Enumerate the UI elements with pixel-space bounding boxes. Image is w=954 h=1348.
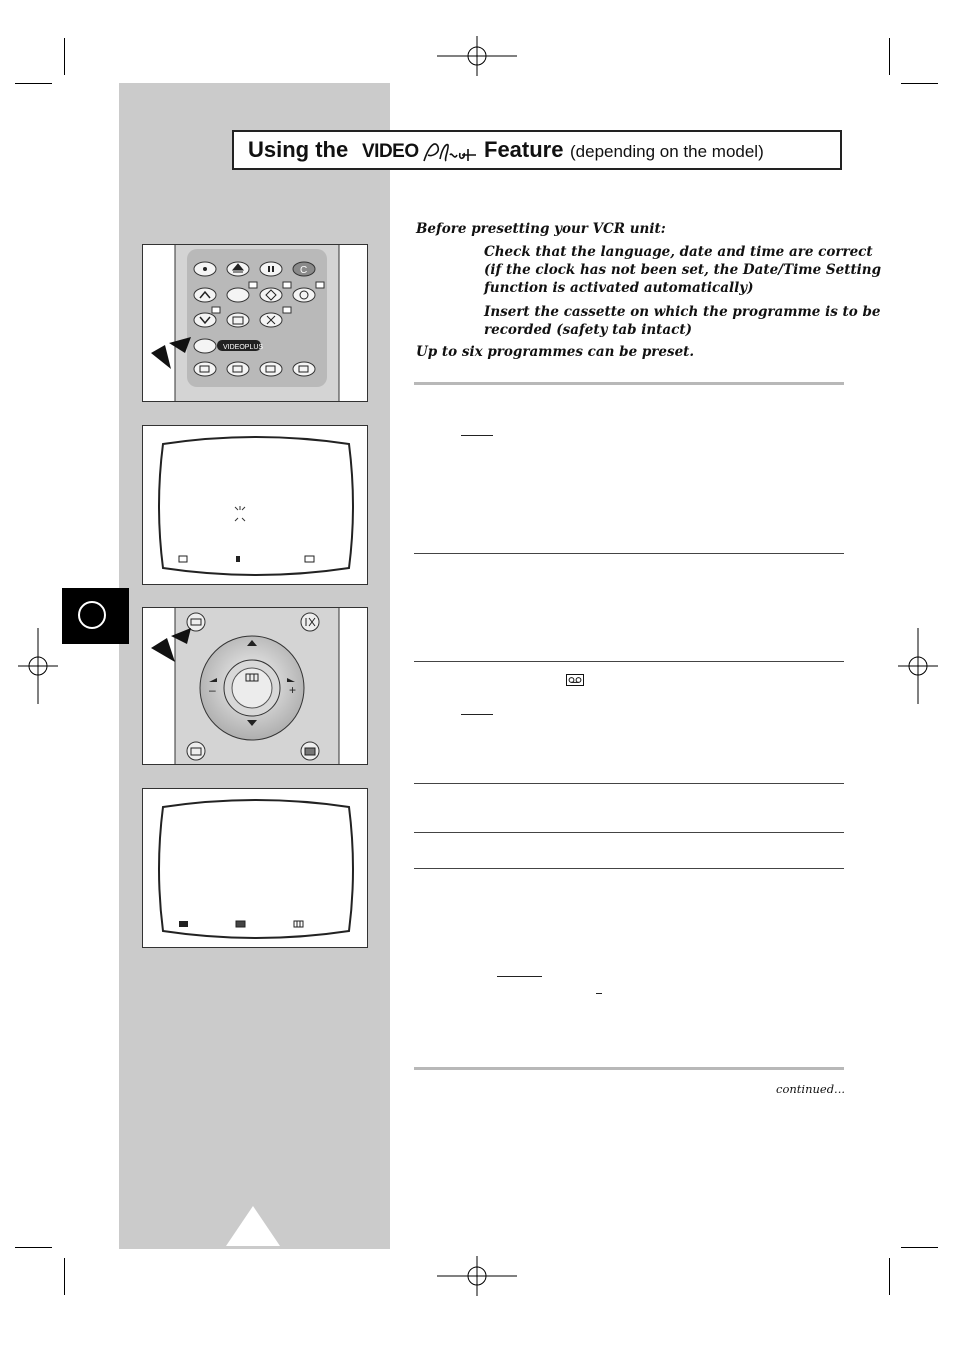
- crop-mark: [15, 83, 52, 84]
- section-divider: [414, 553, 844, 554]
- clear-button-label: C: [300, 265, 308, 276]
- crop-mark: [901, 1247, 938, 1248]
- section-divider: [414, 868, 844, 869]
- remote-top-illustration: [143, 245, 368, 402]
- crop-mark: [15, 1247, 52, 1248]
- svg-text:+: +: [289, 683, 297, 697]
- registration-mark-right: [898, 628, 938, 704]
- remote-nav-panel: [142, 607, 368, 765]
- tab-circle-icon: [78, 601, 106, 629]
- page-triangle-marker: [226, 1206, 280, 1246]
- tv-screen-illustration: [143, 789, 368, 948]
- registration-mark-top: [437, 36, 517, 76]
- tv-screen-panel-1: [142, 425, 368, 585]
- note-underline: [596, 993, 602, 994]
- intro-footer: Up to six programmes can be preset.: [416, 344, 695, 360]
- intro-heading: Before presetting your VCR unit:: [416, 221, 666, 237]
- cassette-icon: [566, 674, 584, 686]
- crop-mark: [64, 1258, 65, 1295]
- crop-mark: [889, 1258, 890, 1295]
- registration-mark-left: [18, 628, 58, 704]
- insert-line-2: recorded (safety tab intact): [484, 322, 693, 338]
- logo-script-icon: [422, 139, 478, 165]
- crop-mark: [901, 83, 938, 84]
- section-divider: [414, 783, 844, 784]
- insert-line-1: Insert the cassette on which the programme is to be: [484, 304, 881, 320]
- title-subtitle: (depending on the model): [570, 142, 764, 161]
- continued-label: continued...: [776, 1082, 846, 1096]
- title-bar: [232, 130, 842, 170]
- tv-screen-panel-2: [142, 788, 368, 948]
- title-feature: Feature: [484, 137, 564, 162]
- section-divider: [414, 1067, 844, 1070]
- logo-text: VIDEO: [362, 141, 419, 162]
- remote-nav-illustration: [143, 608, 368, 765]
- remote-top-panel: [142, 244, 368, 402]
- note-underline: [461, 714, 493, 715]
- check-line-1: Check that the language, date and time are correct: [484, 244, 873, 260]
- videoplus-button-label: VIDEOPLUS: [223, 344, 264, 351]
- section-divider: [414, 661, 844, 662]
- svg-text:–: –: [209, 683, 216, 697]
- tv-screen-illustration: [143, 426, 368, 585]
- crop-mark: [889, 38, 890, 75]
- check-line-2: (if the clock has not been set, the Date/Time Setting: [484, 262, 882, 278]
- section-divider: [414, 382, 844, 385]
- page-title: Using the: [248, 137, 349, 162]
- note-underline: [497, 976, 542, 977]
- language-tab: [62, 588, 129, 644]
- videoplus-logo: [362, 139, 478, 165]
- note-underline: [461, 435, 493, 436]
- registration-mark-bottom: [437, 1256, 517, 1296]
- check-line-3: function is activated automatically): [484, 280, 754, 296]
- section-divider: [414, 832, 844, 833]
- crop-mark: [64, 38, 65, 75]
